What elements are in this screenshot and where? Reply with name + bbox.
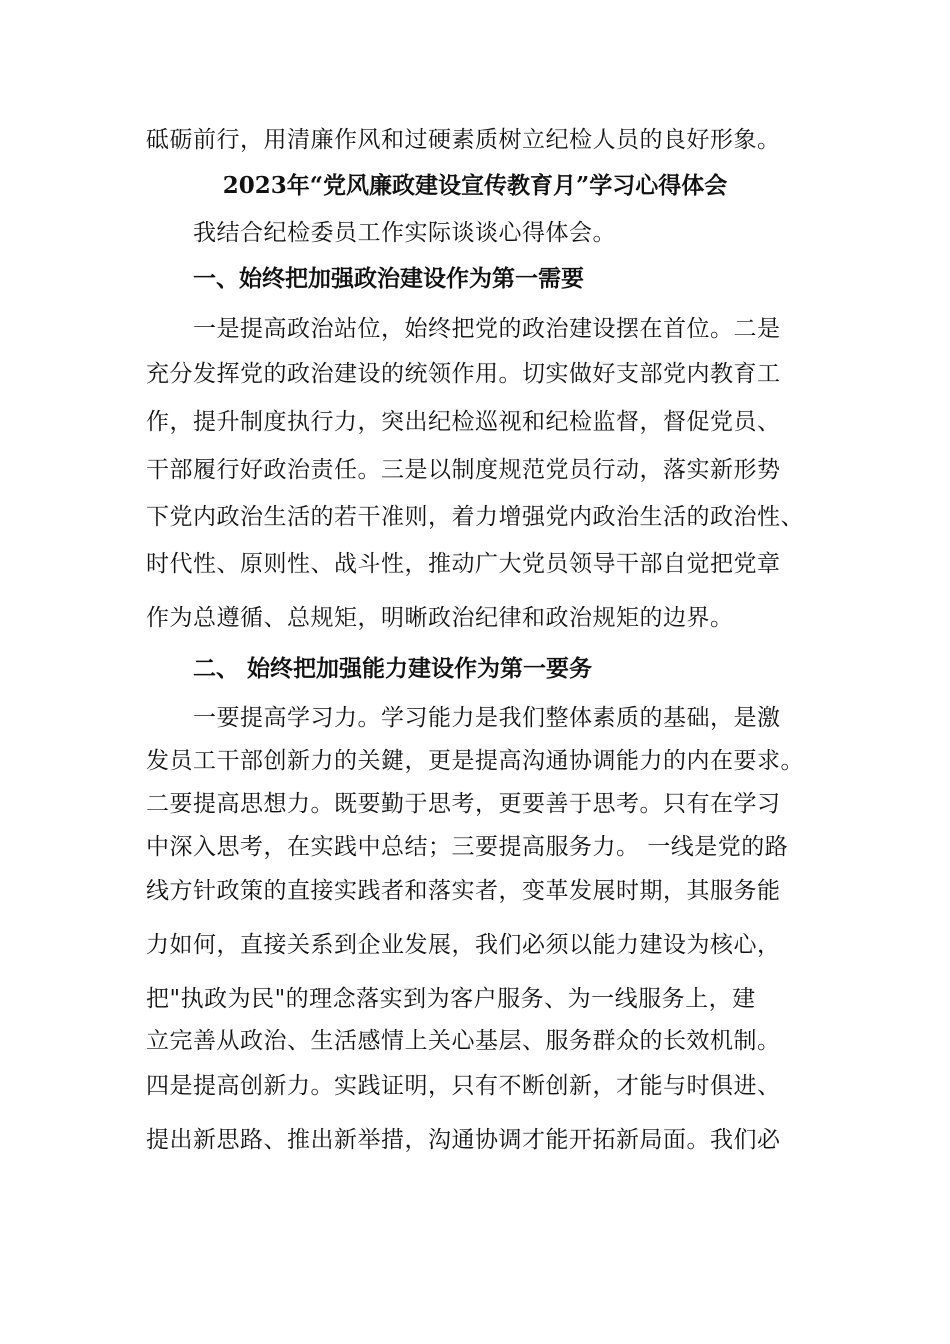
section2-line: 立完善从政治、生活感情上关心基层、服务群众的长效机制。 [146,1028,781,1054]
section2-line: 四是提高创新力。实践证明，只有不断创新，才能与时俱进、 [146,1073,781,1099]
section2-line: 发员工干部创新力的关鍵，更是提高沟通协调能力的内在要求。 [146,748,804,774]
section2-line: 二要提高思想力。既要勤于思考，更要善于思考。只有在学习 [146,791,781,817]
section1-line: 下党内政治生活的若干准则，着力增强党内政治生活的政治性、 [146,504,804,530]
section2-line: 线方针政策的直接实践者和落实者，变革发展时期，其服务能 [146,878,781,904]
section2-line: 力如何，直接关系到企业发展，我们必须以能力建设为核心， [146,932,781,958]
section1-line: 干部履行好政治责任。三是以制度规范党员行动，落实新形势 [146,457,781,483]
section1-heading: 一、始终把加强政治建设作为第一需要 [193,265,584,292]
section1-line: 时代性、原则性、战斗性，推动广大党员领导干部自觉把党章 [146,551,781,577]
section1-line: 作，提升制度执行力，突出纪检巡视和纪检监督，督促党员、 [146,409,781,435]
section2-line: 一要提高学习力。学习能力是我们整体素质的基础，是激 [193,705,781,731]
opening-line: 砥砺前行，用清廉作风和过硬素质树立纪检人员的良好形象。 [146,127,781,153]
section1-line: 充分发挥党的政治建设的统领作用。切实做好支部党内教育工 [146,361,781,387]
document-title: 2023年“党风廉政建设宣传教育月”学习心得体会 [222,172,728,199]
section2-line: 中深入思考，在实践中总结；三要提高服务力。 一线是党的路 [146,834,789,860]
section1-line: 作为总遵循、总规矩，明晰政治纪律和政治规矩的边界。 [146,605,734,631]
section1-line: 一是提高政治站位，始终把党的政治建设摆在首位。二是 [193,316,781,342]
section2-line: 提出新思路、推出新举措，沟通协调才能开拓新局面。我们必 [146,1127,781,1153]
intro-paragraph: 我结合纪检委员工作实际谈谈心得体会。 [193,220,616,246]
section2-heading: 二、 始终把加强能力建设作为第一要务 [193,655,593,682]
section2-line: 把"执政为民"的理念落实到为客户服务、为一线服务上，建 [146,986,756,1012]
